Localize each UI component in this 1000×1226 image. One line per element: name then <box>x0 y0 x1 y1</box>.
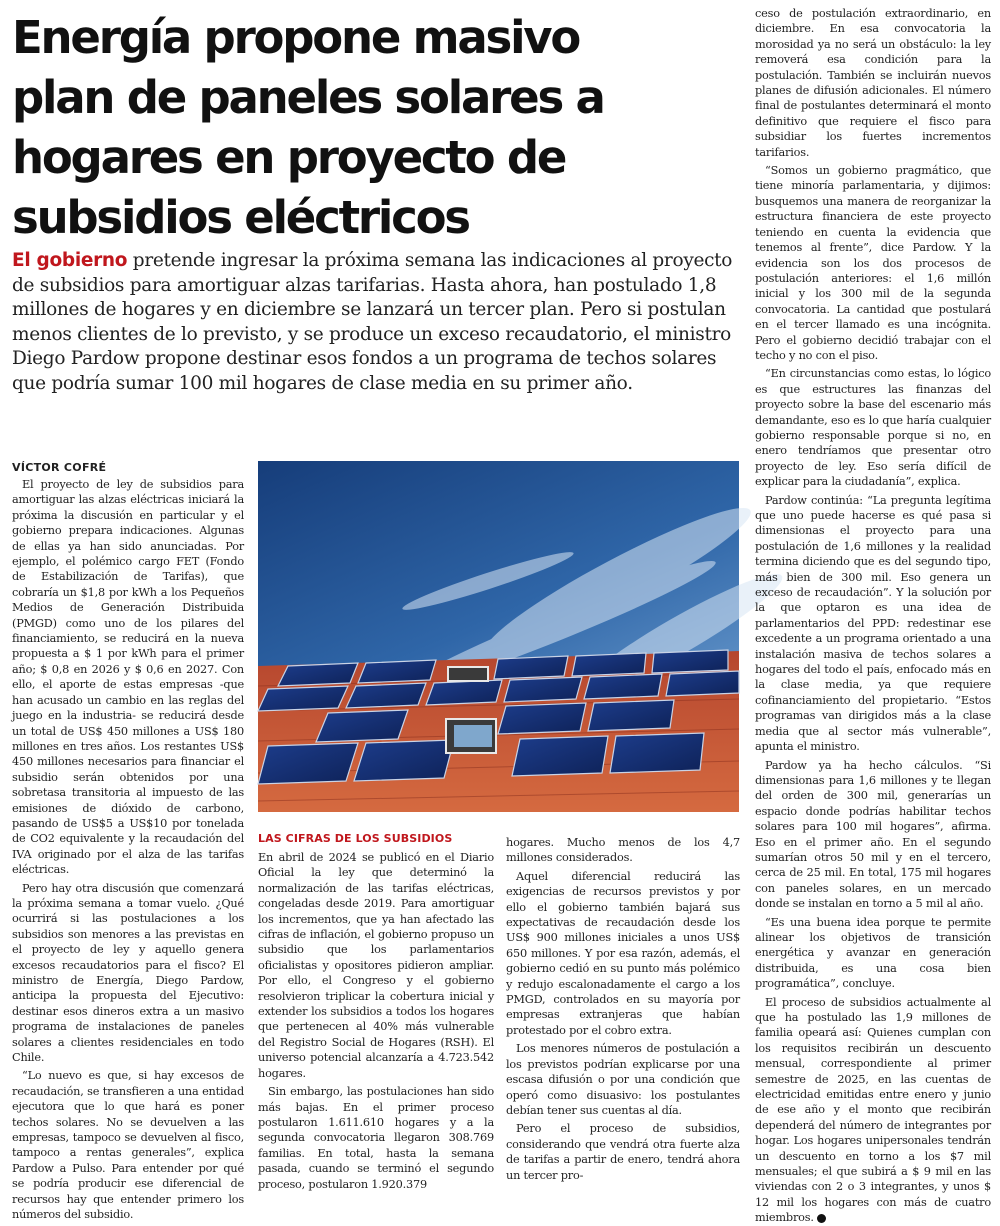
solar-roof-illustration <box>258 461 739 812</box>
article-column-4 <box>755 6 991 1225</box>
paragraph: “Somos un gobierno pragmático, que tiene minoría parlamentaria, y dijimos: busquemos una manera de reorganizar la estructura financiera de este proyecto teniendo en cuenta la evidencia que tenemos al frente”, dice Pardow. Y la evidencia son los dos procesos de postulación anteriores: el 1,6 millón inicial y los 300 mil de la segunda convocatoria. La cantidad que postulará en el tercer llamado es una incógnita. Pero el gobierno decidió trabajar con el techo y no con el piso. <box>755 164 991 362</box>
solar-roof-photo <box>258 461 739 812</box>
paragraph: “Es una buena idea porque te permite alinear los objetivos de transición energética y avanzar en generación distribuida, es una cosa bien programática”, concluye. <box>755 915 991 991</box>
paragraph: En abril de 2024 se publicó en el Diario Oficial la ley que determinó la normalización de las tarifas eléctricas, congeladas desde 2019. Para amortiguar los incrementos, que ya han afectado las cifras de inflación, el gobierno propuso un subsidio que los parlamentarios oficialistas y opositores pidieron ampliar. Por ello, el Congreso y el gobierno resolvieron triplicar la cobertura inicial y extender los subsidios a todos los hogares que pertenecen al 40% más vulnerable del Registro Social de Hogares (RSH). El universo potencial alcanzaría a 4.723.542 hogares. <box>258 851 494 1080</box>
paragraph: Pardow continúa: “La pregunta legítima que uno puede hacerse es qué pasa si dimensionas el proyecto para una postulación de 1,6 millones y la realidad termina diciendo que es del segundo tipo, más bien de 300 mil. Eso genera un exceso de recaudación”. Y la solución por la que optaron es una idea de parlamentarios del PPD: redestinar ese excedente a un programa orientado a una instalación masiva de techos solares a hogares del todo el país, enfocado más en la clase media, ya que requiere cofinanciamiento del propietario. “Estos programas van dirigidos más a la clase media que al sector más vulnerable”, apunta el ministro. <box>755 493 991 754</box>
paragraph: Pero hay otra discusión que comenzará la próxima semana a tomar vuelo. ¿Qué ocurrirá si las postulaciones a los subsidios son menores a las previstas en el proyecto de ley y aquello genera excesos recaudatorios para el fisco? El ministro de Energía, Diego Pardow, anticipa la propuesta del Ejecutivo: destinar esos dineros extra a un masivo programa de instalaciones de paneles solares a clientes residenciales en todo Chile. <box>12 881 244 1065</box>
end-of-article-icon <box>817 1214 826 1223</box>
paragraph: Aquel diferencial reducirá las exigencias de recursos previstos y por ello el gobierno también bajará sus expectativas de recaudación desde los US$ 900 millones iniciales a unos US$ 650 millones. Y por esa razón, además, el gobierno cedió en su punto más polémico y redujo escalonadamente el cargo a los PMGD, controlados en su mayoría por empresas extranjeras que habían protestado por el cobro extra. <box>506 869 740 1037</box>
paragraph: Pero el proceso de subsidios, considerando que vendrá otra fuerte alza de tarifas a partir de enero, tendrá ahora un tercer pro- <box>506 1122 740 1182</box>
paragraph: ceso de postulación extraordinario, en diciembre. En esa convocatoria la morosidad ya no será un obstáculo: la ley removerá esa condición para la postulación. También se incluirán nuevos planes de difusión adicionales. El número final de postulantes determinará el monto definitivo que requiere el fisco para subsidiar los fuertes incrementos tarifarios. <box>755 7 991 159</box>
lead-text: pretende ingresar la próxima semana las indicaciones al proyecto de subsidios para amortiguar alzas tarifarias. Hasta ahora, han postulado 1,8 millones de hogares y en diciembre se lanzará un tercer plan. Pero si postulan menos clientes de lo previsto, y se produce un exceso recaudatorio, el ministro Diego Pardow propone destinar esos fondos a un programa de techos solares que podría sumar 100 mil hogares de clase media en su primer año. <box>12 250 733 394</box>
lead-paragraph <box>12 249 747 396</box>
closing-text: El proceso de subsidios actualmente al que ha postulado las 1,9 millones de familia opeará así: Quienes cumplan con los requisitos recibirán un descuento mensual, correspondiente al primer semestre de 2025, en las cuentas de electricidad emitidas entre enero y junio de ese año y el monto que recibirán dependerá del número de integrantes por hogar. Los hogares unipersonales tendrán un descuento en torno a los $7 mil mensuales; el que subirá a $ 9 mil en las viviendas con 2 o 3 integrantes, y unos $ 12 mil los hogares con más de cuatro miembros. <box>755 995 991 1225</box>
article-column-3 <box>506 835 740 1182</box>
paragraph: “Lo nuevo es que, si hay excesos de recaudación, se transfieren a una entidad ejecutora que lo que hará es poner techos solares. No se devuelven a las empresas, tampoco se devuelven al fisco, tampoco a rentas generales”, explica Pardow a Pulso. Para entender por qué se podría producir ese diferencial de recursos hay que entender primero los números del subsidio. <box>12 1069 244 1222</box>
byline: VÍCTOR COFRÉ <box>12 461 107 474</box>
section-heading: LAS CIFRAS DE LOS SUBSIDIOS <box>258 832 453 845</box>
paragraph: El proyecto de ley de subsidios para amortiguar las alzas eléctricas iniciará la próxima la discusión en particular y el gobierno prepara indicaciones. Algunas de ellas ya han sido anunciadas. Por ejemplo, el polémico cargo FET (Fondo de Estabilización de Tarifas), que cobraría un $1,8 por kWh a los Pequeños Medios de Generación Distribuida (PMGD) como uno de los pilares del financiamiento, se reducirá en la nueva propuesta a $ 1 por kWh para el primer año; $ 0,8 en 2026 y $ 0,6 en 2027. Con ello, el aporte de estas empresas -que han acusado un cambio en las reglas del juego en la industria- se reducirá desde un total de US$ 450 millones a US$ 180 millones en tres años. Los restantes US$ 450 millones necesarios para financiar el subsidio serán obtenidos por una sobretasa transitoria al impuesto de las emisiones de dióxido de carbono, pasando de US$5 a US$10 por tonelada de CO2 equivalente y la recaudación del IVA originado por el alza de las tarifas eléctricas. <box>12 478 244 877</box>
article-column-2 <box>258 850 494 1191</box>
paragraph: “En circunstancias como estas, lo lógico es que estructures las finanzas del proyecto sobre la base del escenario más demandante, eso es lo que haría cualquier gobierno responsable porque si no, en enero tendríamos que presentar otro proyecto de ley. Eso sería difícil de explicar para la ciudadanía”, explica. <box>755 367 991 489</box>
lead-kicker: El gobierno <box>12 250 128 271</box>
paragraph: Sin embargo, las postulaciones han sido más bajas. En el primer proceso postularon 1.611.610 hogares y a la segunda convocatoria llegaron 308.769 familias. En total, hasta la semana pasada, cuando se terminó el segundo proceso, postularon 1.920.379 <box>258 1085 494 1191</box>
paragraph: Pardow ya ha hecho cálculos. “Si dimensionas para 1,6 millones y te llegan del orden de 300 mil, generarías un espacio donde podrías habilitar techos solares para 100 mil hogares”, afirma. Eso en el primer año. En el segundo sumarían otros 50 mil y en el tercero, cerca de 25 mil. En total, 175 mil hogares con paneles solares, en un mercado donde se instalan en torno a 5 mil al año. <box>755 758 991 911</box>
paragraph: Los menores números de postulación a los previstos podrían explicarse por una escasa difusión o por una condición que operó como disuasivo: los postulantes debían tener sus cuentas al día. <box>506 1042 740 1117</box>
paragraph: hogares. Mucho menos de los 4,7 millones considerados. <box>506 836 740 865</box>
headline: Energía propone masivo plan de paneles solares a hogares en proyecto de subsidios eléctricos <box>12 11 604 244</box>
article-column-1 <box>12 477 244 1222</box>
paragraph <box>755 995 991 1226</box>
